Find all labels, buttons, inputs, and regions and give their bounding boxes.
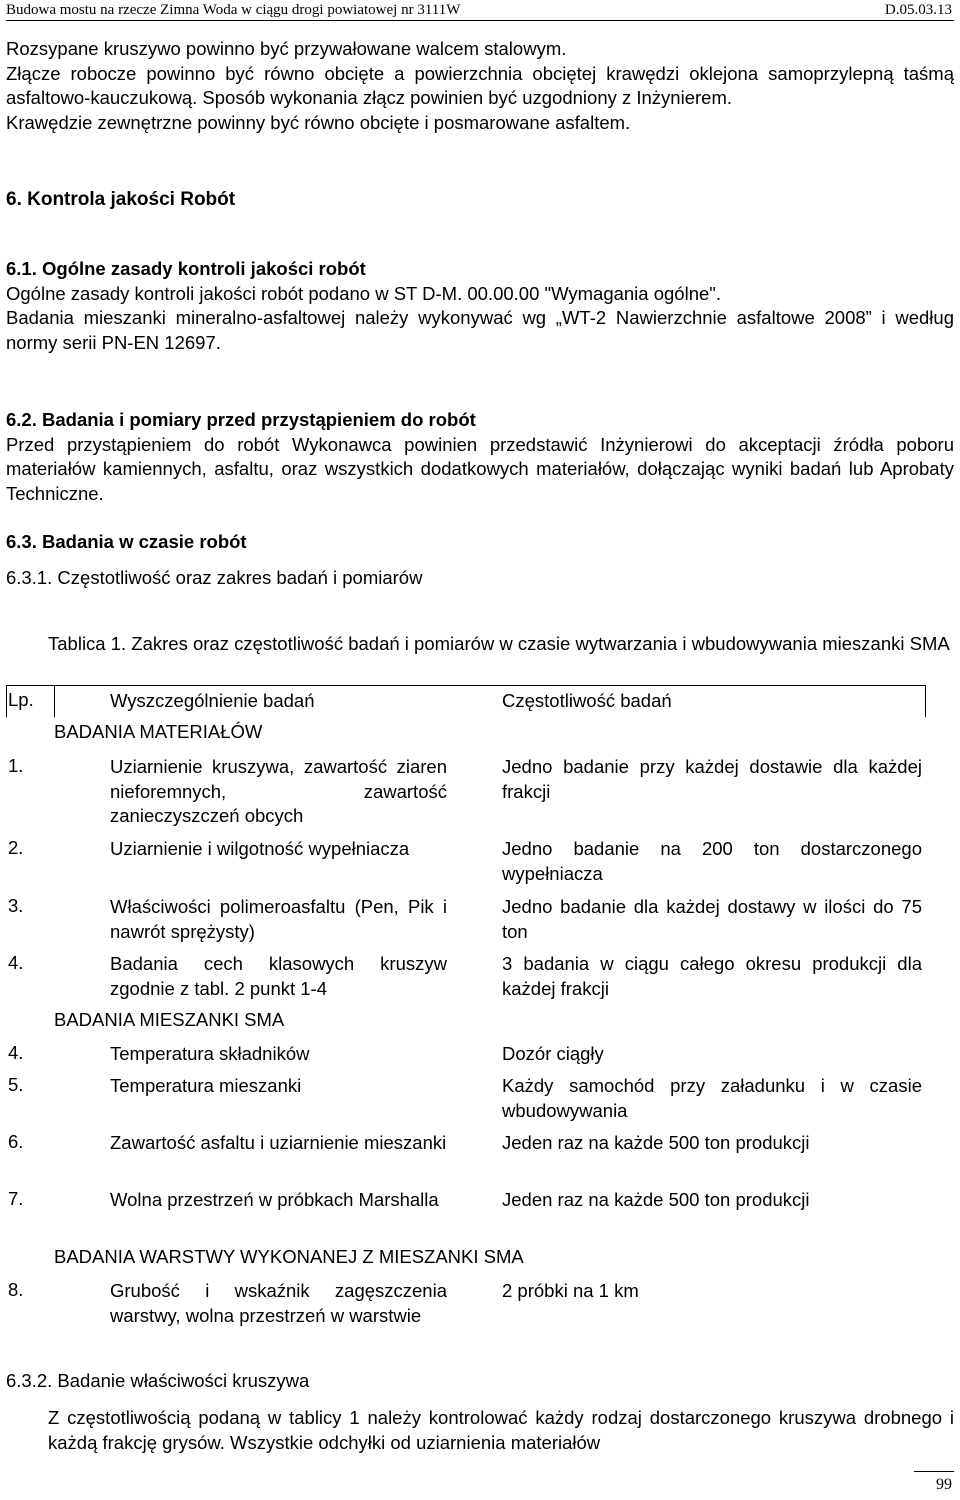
table-caption: Tablica 1. Zakres oraz częstotliwość badań i pomiarów w czasie wytwarzania i wbudowywania mieszanki SMA — [48, 633, 950, 654]
paragraph: Badania mieszanki mineralno-asfaltowej należy wykonywać wg „WT-2 Nawierzchnie asfaltowe 2008” i według normy serii PN-EN 12697. — [6, 307, 954, 353]
subsection-heading: 6.3.1. Częstotliwość oraz zakres badań i pomiarów — [6, 566, 423, 588]
page-number-rule — [914, 1471, 954, 1472]
section-6-1 — [6, 257, 954, 355]
section-heading: 6.2. Badania i pomiary przed przystąpieniem do robót — [6, 409, 476, 430]
running-header — [6, 0, 954, 21]
table-rule — [54, 685, 55, 717]
header-lp: Lp. — [8, 689, 34, 710]
section-heading: 6.3. Badania w czasie robót — [6, 531, 247, 552]
section-6-3 — [6, 530, 954, 590]
paragraph: Rozsypane kruszywo powinno być przywałowane walcem stalowym. — [6, 38, 567, 59]
header-freq: Częstotliwość badań — [502, 690, 672, 711]
section-heading: 6.1. Ogólne zasady kontroli jakości robót — [6, 258, 366, 279]
section-6-3-2-text — [48, 1406, 954, 1455]
paragraph: Ogólne zasady kontroli jakości robót podano w ST D-M. 00.00.00 "Wymagania ogólne". — [6, 282, 721, 304]
paragraph: Złącze robocze powinno być równo obcięte a powierzchnia obciętej krawędzi oklejona samoprzylepną taśmą asfaltowo-kauczukową. Sposób wykonania złącz powinien być uzgodniony z Inżynierem. — [6, 62, 954, 108]
subsection-heading: 6.3.2. Badanie właściwości kruszywa — [6, 1370, 310, 1391]
section-heading-6: 6. Kontrola jakości Robót — [6, 189, 236, 210]
table-rule — [6, 685, 7, 717]
intro-section — [6, 37, 954, 135]
table-rule — [925, 685, 926, 717]
table-rule — [6, 685, 926, 686]
header-title: Budowa mostu na rzecze Zimna Woda w ciągu drogi powiatowej nr 3111W — [6, 2, 461, 18]
header-desc: Wyszczególnienie badań — [110, 690, 315, 711]
paragraph: Przed przystąpieniem do robót Wykonawca powinien przedstawić Inżynierowi do akceptacji źródła poboru materiałów kamiennych, asfaltu, oraz wszystkich dodatkowych materiałów, dołączając wyniki badań lub Aprobaty Techniczne. — [6, 433, 954, 504]
header-code: D.05.03.13 — [884, 2, 952, 18]
page-number: 99 — [936, 1476, 952, 1493]
paragraph: Krawędzie zewnętrzne powinny być równo obcięte i posmarowane asfaltem. — [6, 111, 631, 133]
section-6-2 — [6, 408, 954, 506]
section-6-3-2 — [6, 1369, 954, 1394]
paragraph: Z częstotliwością podaną w tablicy 1 należy kontrolować każdy rodzaj dostarczonego kruszywa drobnego i każdą frakcję grysów. Wszystkie odchyłki od uziarnienia materiałów — [48, 1407, 954, 1453]
